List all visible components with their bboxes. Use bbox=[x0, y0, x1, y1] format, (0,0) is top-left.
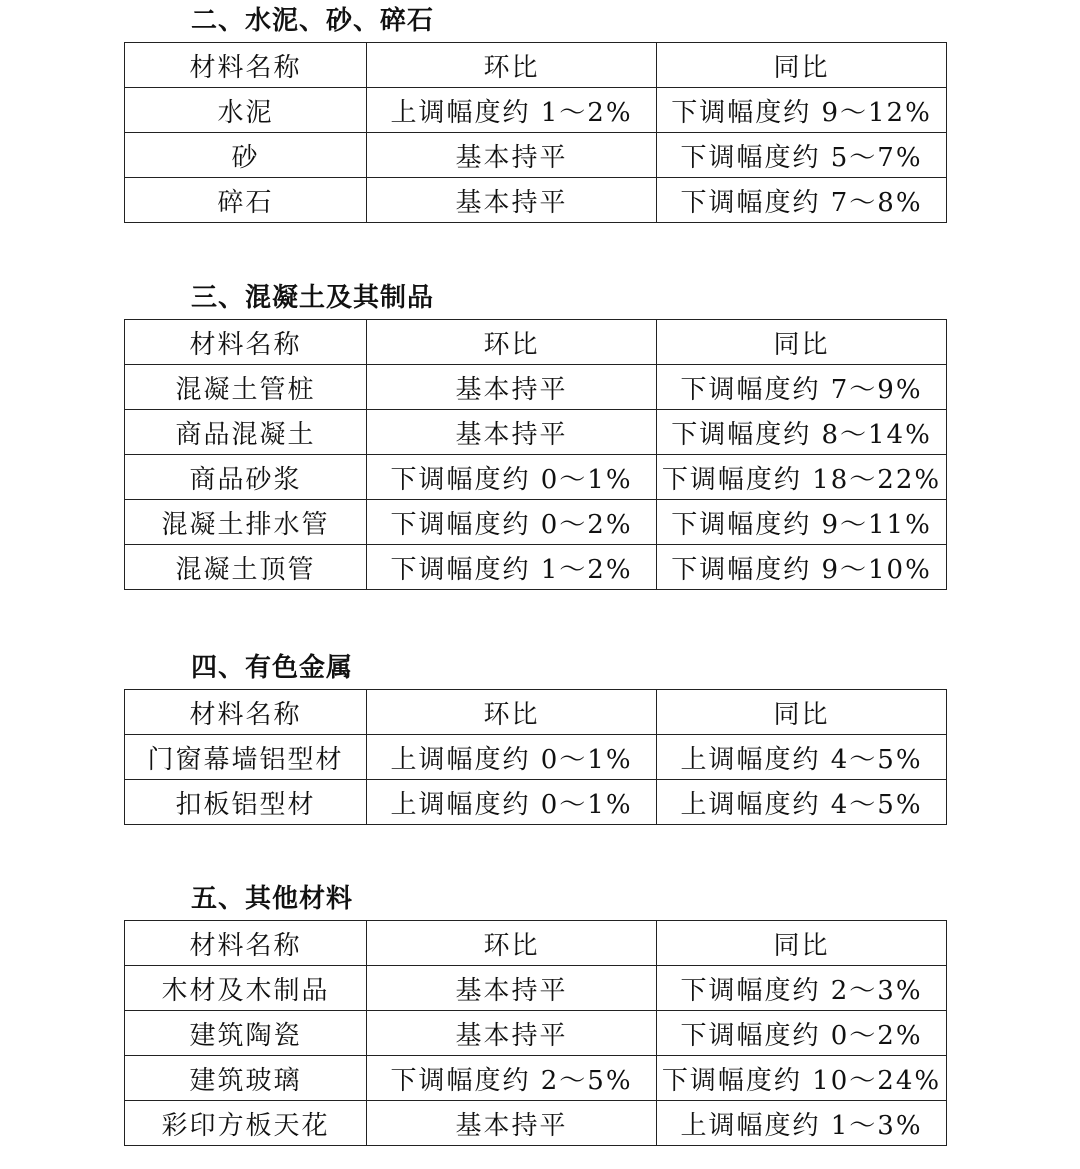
material-name-cell: 商品混凝土 bbox=[125, 410, 367, 455]
material-name-cell: 混凝土排水管 bbox=[125, 500, 367, 545]
mom-change-cell: 基本持平 bbox=[367, 365, 657, 410]
table-header-row bbox=[125, 690, 947, 735]
mom-change-cell: 下调幅度约 0～2% bbox=[367, 500, 657, 545]
table-row bbox=[125, 1101, 947, 1146]
mom-change-cell: 上调幅度约 0～1% bbox=[367, 735, 657, 780]
yoy-change-cell: 下调幅度约 9～10% bbox=[657, 545, 947, 590]
column-header-yoy: 同比 bbox=[657, 690, 947, 735]
table-row bbox=[125, 966, 947, 1011]
column-header-yoy: 同比 bbox=[657, 921, 947, 966]
yoy-change-cell: 下调幅度约 7～9% bbox=[657, 365, 947, 410]
mom-change-cell: 下调幅度约 2～5% bbox=[367, 1056, 657, 1101]
yoy-change-cell: 上调幅度约 4～5% bbox=[657, 780, 947, 825]
yoy-change-cell: 下调幅度约 10～24% bbox=[657, 1056, 947, 1101]
mom-change-cell: 基本持平 bbox=[367, 1011, 657, 1056]
section-title-nonferrous-metals: 四、有色金属 bbox=[191, 653, 354, 683]
yoy-change-cell: 下调幅度约 9～11% bbox=[657, 500, 947, 545]
column-header-mom: 环比 bbox=[367, 690, 657, 735]
column-header-yoy: 同比 bbox=[657, 320, 947, 365]
column-header-mom: 环比 bbox=[367, 320, 657, 365]
table-header-row bbox=[125, 921, 947, 966]
column-header-material: 材料名称 bbox=[125, 43, 367, 88]
table-concrete-products bbox=[124, 319, 947, 590]
table-row bbox=[125, 410, 947, 455]
column-header-material: 材料名称 bbox=[125, 690, 367, 735]
yoy-change-cell: 下调幅度约 2～3% bbox=[657, 966, 947, 1011]
table-cement-sand-gravel bbox=[124, 42, 947, 223]
table-row bbox=[125, 365, 947, 410]
material-name-cell: 门窗幕墙铝型材 bbox=[125, 735, 367, 780]
mom-change-cell: 基本持平 bbox=[367, 1101, 657, 1146]
mom-change-cell: 上调幅度约 0～1% bbox=[367, 780, 657, 825]
column-header-yoy: 同比 bbox=[657, 43, 947, 88]
column-header-mom: 环比 bbox=[367, 921, 657, 966]
column-header-material: 材料名称 bbox=[125, 320, 367, 365]
material-name-cell: 混凝土管桩 bbox=[125, 365, 367, 410]
column-header-mom: 环比 bbox=[367, 43, 657, 88]
material-name-cell: 水泥 bbox=[125, 88, 367, 133]
material-name-cell: 混凝土顶管 bbox=[125, 545, 367, 590]
mom-change-cell: 下调幅度约 0～1% bbox=[367, 455, 657, 500]
material-name-cell: 商品砂浆 bbox=[125, 455, 367, 500]
yoy-change-cell: 下调幅度约 18～22% bbox=[657, 455, 947, 500]
material-name-cell: 木材及木制品 bbox=[125, 966, 367, 1011]
material-name-cell: 扣板铝型材 bbox=[125, 780, 367, 825]
yoy-change-cell: 下调幅度约 8～14% bbox=[657, 410, 947, 455]
yoy-change-cell: 下调幅度约 7～8% bbox=[657, 178, 947, 223]
material-name-cell: 建筑陶瓷 bbox=[125, 1011, 367, 1056]
column-header-material: 材料名称 bbox=[125, 921, 367, 966]
material-name-cell: 砂 bbox=[125, 133, 367, 178]
section-title-other-materials: 五、其他材料 bbox=[191, 884, 354, 914]
material-name-cell: 彩印方板天花 bbox=[125, 1101, 367, 1146]
material-name-cell: 碎石 bbox=[125, 178, 367, 223]
table-row bbox=[125, 780, 947, 825]
table-row bbox=[125, 545, 947, 590]
mom-change-cell: 上调幅度约 1～2% bbox=[367, 88, 657, 133]
table-row bbox=[125, 88, 947, 133]
table-row bbox=[125, 178, 947, 223]
table-row bbox=[125, 1056, 947, 1101]
table-row bbox=[125, 735, 947, 780]
mom-change-cell: 下调幅度约 1～2% bbox=[367, 545, 657, 590]
yoy-change-cell: 上调幅度约 4～5% bbox=[657, 735, 947, 780]
table-row bbox=[125, 133, 947, 178]
section-title-concrete-products: 三、混凝土及其制品 bbox=[191, 283, 435, 313]
mom-change-cell: 基本持平 bbox=[367, 410, 657, 455]
table-nonferrous-metals bbox=[124, 689, 947, 825]
yoy-change-cell: 下调幅度约 9～12% bbox=[657, 88, 947, 133]
yoy-change-cell: 下调幅度约 0～2% bbox=[657, 1011, 947, 1056]
section-title-cement-sand-gravel: 二、水泥、砂、碎石 bbox=[191, 6, 435, 36]
table-row bbox=[125, 455, 947, 500]
mom-change-cell: 基本持平 bbox=[367, 966, 657, 1011]
table-header-row bbox=[125, 320, 947, 365]
table-header-row bbox=[125, 43, 947, 88]
yoy-change-cell: 下调幅度约 5～7% bbox=[657, 133, 947, 178]
mom-change-cell: 基本持平 bbox=[367, 178, 657, 223]
table-row bbox=[125, 500, 947, 545]
mom-change-cell: 基本持平 bbox=[367, 133, 657, 178]
yoy-change-cell: 上调幅度约 1～3% bbox=[657, 1101, 947, 1146]
table-row bbox=[125, 1011, 947, 1056]
material-name-cell: 建筑玻璃 bbox=[125, 1056, 367, 1101]
table-other-materials bbox=[124, 920, 947, 1146]
